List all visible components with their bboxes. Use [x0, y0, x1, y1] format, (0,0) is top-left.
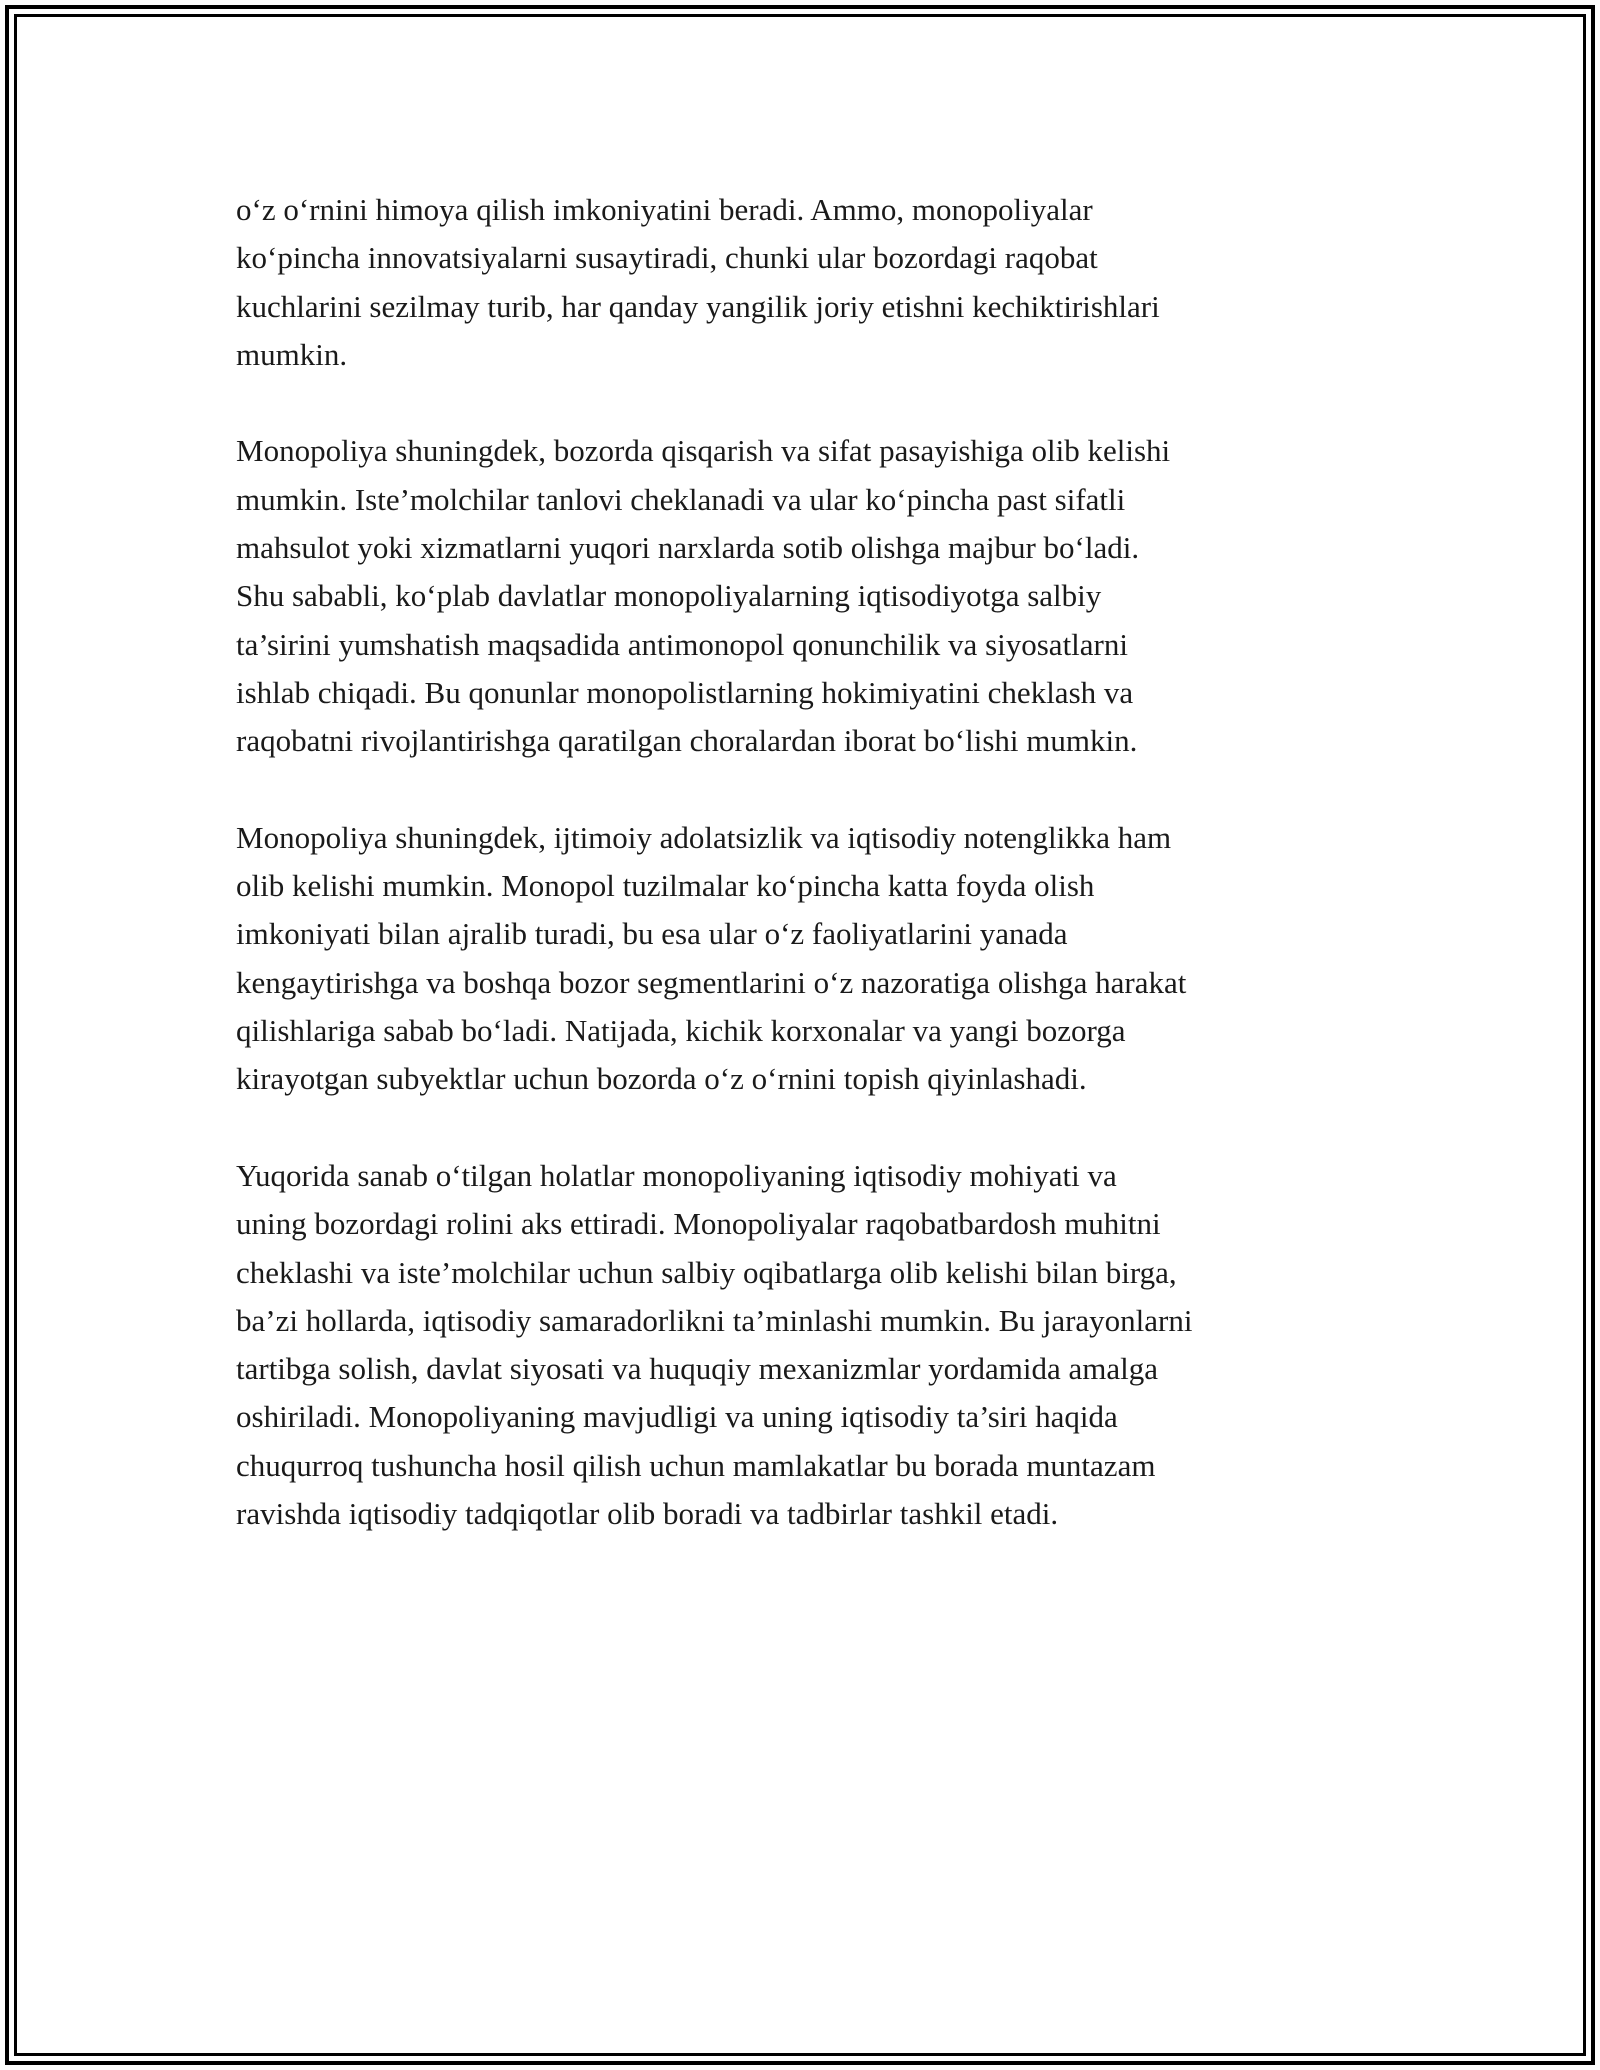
text-line: ko‘pincha innovatsiyalarni susaytiradi, chunki ular bozordagi raqobat	[236, 240, 1098, 276]
text-line: kuchlarini sezilmay turib, har qanday yangilik joriy etishni kechiktirishlari	[236, 288, 1160, 324]
text-line: Yuqorida sanab o‘tilgan holatlar monopoliyaning iqtisodiy mohiyati va	[236, 1157, 1117, 1193]
text-line: ta’sirini yumshatish maqsadida antimonopol qonunchilik va siyosatlarni	[236, 626, 1128, 662]
text-line: imkoniyati bilan ajralib turadi, bu esa ular o‘z faoliyatlarini yanada	[236, 916, 1068, 952]
paragraph-4	[236, 1152, 1376, 1538]
text-line: ba’zi hollarda, iqtisodiy samaradorlikni ta’minlashi mumkin. Bu jarayonlarni	[236, 1302, 1193, 1338]
text-line: mumkin. Iste’molchilar tanlovi cheklanadi va ular ko‘pincha past sifatli	[236, 481, 1126, 517]
text-line: raqobatni rivojlantirishga qaratilgan choralardan iborat bo‘lishi mumkin.	[236, 723, 1138, 759]
text-line: uning bozordagi rolini aks ettiradi. Monopoliyalar raqobatbardosh muhitni	[236, 1206, 1161, 1242]
text-line: oshiriladi. Monopoliyaning mavjudligi va uning iqtisodiy ta’siri haqida	[236, 1399, 1118, 1435]
text-line: kengaytirishga va boshqa bozor segmentlarini o‘z nazoratiga olishga harakat	[236, 964, 1187, 1000]
text-line: chuqurroq tushuncha hosil qilish uchun mamlakatlar bu borada muntazam	[236, 1447, 1156, 1483]
text-line: ravishda iqtisodiy tadqiqotlar olib boradi va tadbirlar tashkil etadi.	[236, 1496, 1059, 1532]
text-line: kirayotgan subyektlar uchun bozorda o‘z o‘rnini topish qiyinlashadi.	[236, 1061, 1087, 1097]
document-body	[236, 186, 1376, 1587]
paragraph-3	[236, 814, 1376, 1104]
text-line: Shu sababli, ko‘plab davlatlar monopoliyalarning iqtisodiyotga salbiy	[236, 578, 1102, 614]
paragraph-2	[236, 427, 1376, 765]
paragraph-1	[236, 186, 1376, 379]
text-line: olib kelishi mumkin. Monopol tuzilmalar ko‘pincha katta foyda olish	[236, 868, 1095, 904]
text-line: cheklashi va iste’molchilar uchun salbiy oqibatlarga olib kelishi bilan birga,	[236, 1254, 1177, 1290]
text-line: tartibga solish, davlat siyosati va huquqiy mexanizmlar yordamida amalga	[236, 1351, 1159, 1387]
text-line: o‘z o‘rnini himoya qilish imkoniyatini beradi. Ammo, monopoliyalar	[236, 192, 1093, 227]
text-line: ishlab chiqadi. Bu qonunlar monopolistlarning hokimiyatini cheklash va	[236, 674, 1134, 710]
text-line: qilishlariga sabab bo‘ladi. Natijada, kichik korxonalar va yangi bozorga	[236, 1013, 1126, 1049]
text-line: Monopoliya shuningdek, ijtimoiy adolatsizlik va iqtisodiy notenglikka ham	[236, 819, 1172, 855]
text-line: Monopoliya shuningdek, bozorda qisqarish va sifat pasayishiga olib kelishi	[236, 433, 1171, 469]
text-line: mumkin.	[236, 336, 348, 372]
text-line: mahsulot yoki xizmatlarni yuqori narxlarda sotib olishga majbur bo‘ladi.	[236, 530, 1140, 566]
